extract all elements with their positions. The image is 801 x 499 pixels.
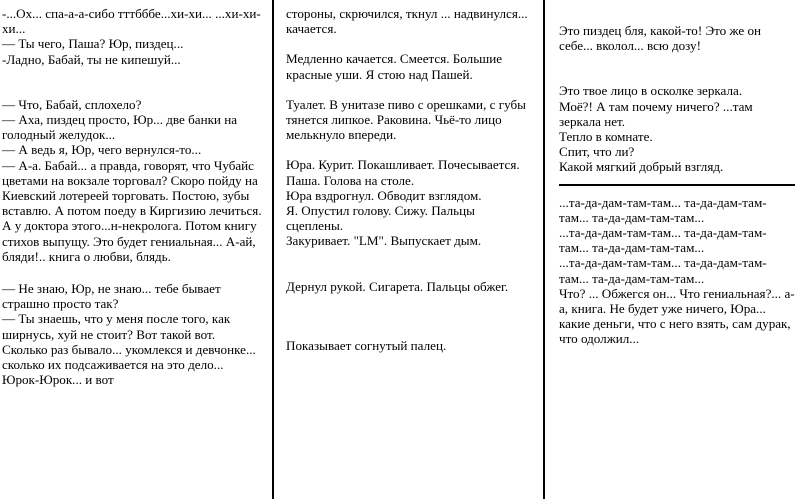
horizontal-rule	[559, 184, 795, 186]
body-paragraph: Это твое лицо в осколке зеркала.	[559, 83, 743, 99]
paragraph-spacer	[286, 82, 531, 97]
column-left	[0, 0, 272, 499]
body-paragraph: Что? ... Обжегся он... Что гениальная?... а-а, книга. Не будет уже ничего, Юра... какие деньги, что с него взять, сам дурак, что одолжил...	[559, 285, 795, 347]
paragraph-spacer	[2, 264, 262, 281]
body-paragraph: Тепло в комнате.	[559, 129, 653, 145]
paragraph-spacer	[2, 67, 262, 97]
body-paragraph: Показывает согнутый палец.	[286, 337, 447, 353]
paragraph-spacer	[286, 249, 531, 279]
body-paragraph: Какой мягкий добрый взгляд.	[559, 159, 724, 175]
body-paragraph: ...та-да-дам-там-там... та-да-дам-там-там... та-да-дам-там-там...	[559, 255, 767, 286]
body-paragraph: — А ведь я, Юр, чего вернулся-то...	[2, 142, 202, 158]
body-paragraph: -Ладно, Бабай, ты не кипешуй...	[2, 51, 181, 67]
body-paragraph: Юра. Курит. Покашливает. Почесывается.	[286, 157, 520, 173]
body-paragraph: стороны, скрючился, ткнул ... надвинулся... качается.	[286, 6, 528, 37]
paragraph-spacer	[286, 142, 531, 157]
body-paragraph: Туалет. В унитазе пиво с орешками, с губы тянется липкое. Раковина. Чьё-то лицо мелькнуло впереди.	[286, 96, 526, 143]
body-paragraph: Закуривает. "LM". Выпускает дым.	[286, 233, 482, 249]
body-paragraph: ...та-да-дам-там-там... та-да-дам-там-там... та-да-дам-там-там...	[559, 225, 767, 256]
body-paragraph: — Не знаю, Юр, не знаю... тебе бывает страшно просто так?	[2, 281, 221, 312]
body-paragraph: — Аха, пиздец просто, Юр... две банки на голодный желудок...	[2, 112, 238, 143]
paragraph-spacer	[286, 36, 531, 51]
body-paragraph: Моё?! А там почему ничего? ...там зеркала нет.	[559, 98, 753, 129]
body-paragraph: Дернул рукой. Сигарета. Пальцы обжег.	[286, 278, 509, 294]
body-paragraph: Паша. Голова на столе.	[286, 172, 415, 188]
column-right	[543, 0, 801, 499]
body-paragraph: Это пиздец бля, какой-то! Это же он себе... вколол... всю дозу!	[559, 23, 761, 54]
body-paragraph: ...та-да-дам-там-там... та-да-дам-там-там... та-да-дам-там-там...	[559, 194, 767, 225]
paragraph-spacer	[559, 53, 795, 83]
paragraph-spacer	[286, 294, 531, 338]
paragraph-spacer	[559, 6, 795, 23]
body-paragraph: Медленно качается. Смеется. Большие красные уши. Я стою над Пашей.	[286, 51, 503, 82]
body-paragraph: — Ты знаешь, что у меня после того, как ширнусь, хуй не стоит? Вот такой вот. Сколько раз бывало... укомлекся и девчонке... сколько их подсаживается на это дело... Юрок-Юрок... и вот	[2, 311, 256, 388]
column-middle	[272, 0, 543, 499]
body-paragraph: — Что, Бабай, сплохело?	[2, 96, 142, 112]
body-paragraph: Спит, что ли?	[559, 144, 635, 160]
body-paragraph: — А-а. Бабай... а правда, говорят, что Чубайс цветами на вокзале торговал? Скоро пойду на Киевский лотереей торговать. Постою, зубы вставлю. А потом поеду в Киргизию лечиться. А у доктора этого...н-некролога. Потом книгу стихов выпущу. Это будет гениальная... А-ай, бляди!.. книга о любви, блядь.	[2, 157, 262, 264]
body-paragraph: Я. Опустил голову. Сижу. Пальцы сцеплены.	[286, 203, 475, 234]
body-paragraph: Юра вздрогнул. Обводит взглядом.	[286, 187, 482, 203]
body-paragraph: — Ты чего, Паша? Юр, пиздец...	[2, 36, 184, 52]
body-paragraph: -...Ох... спа-а-а-сибо тттбббе...хи-хи... ...хи-хи-хи...	[2, 6, 261, 37]
